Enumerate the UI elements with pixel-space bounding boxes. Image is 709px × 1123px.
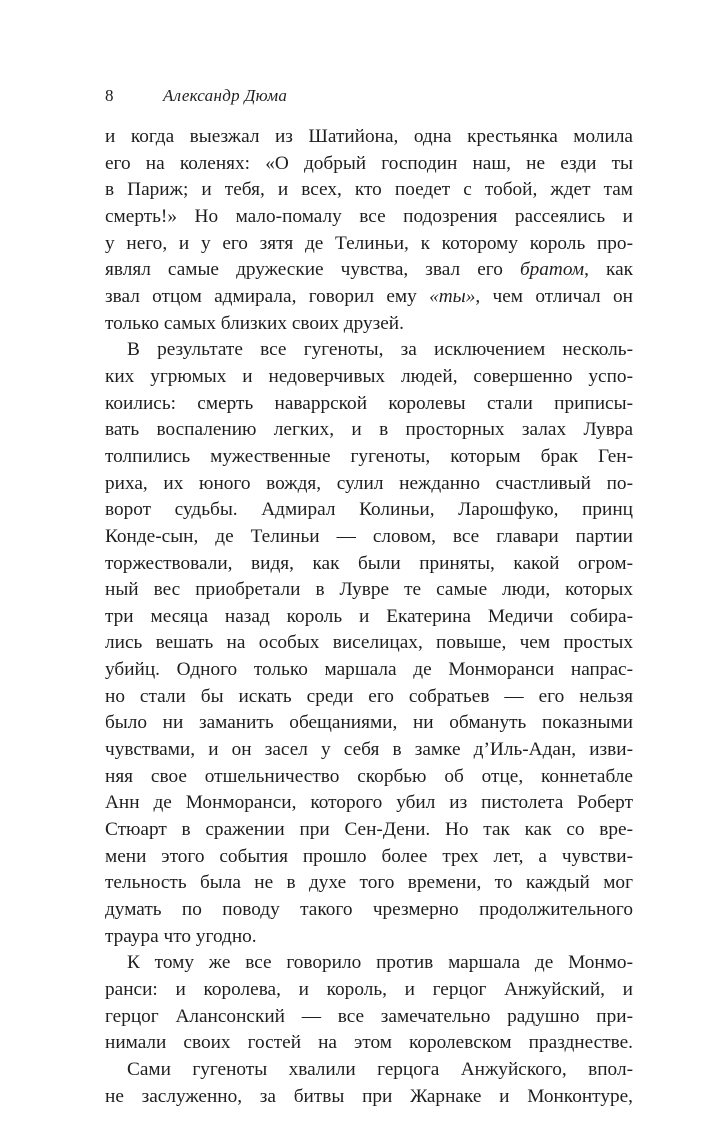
text-segment: смерть!» Но мало-помалу все подозрения рассеялись и xyxy=(105,205,633,227)
text-segment: ранси: и королева, и король, и герцог Анжуйский, и xyxy=(105,979,633,1000)
text-line xyxy=(105,684,633,711)
text-line xyxy=(105,604,633,631)
text-segment: было ни заманить обещаниями, ни обмануть показными xyxy=(105,712,633,734)
text-segment: но стали бы искать среди его собратьев — его нельзя xyxy=(105,685,633,707)
text-line xyxy=(105,1084,633,1111)
text-line xyxy=(105,124,633,151)
text-segment: коились: смерть наваррской королевы стали приписы- xyxy=(105,392,633,414)
text-line xyxy=(105,337,633,364)
text-line xyxy=(105,364,633,391)
text-line xyxy=(105,977,633,1004)
text-line xyxy=(105,444,633,471)
text-segment: няя свое отшельничество скорбью об отце, коннетабле xyxy=(105,765,633,787)
text-segment: его на коленях: «О добрый господин наш, не езди ты xyxy=(105,152,633,174)
text-segment: только самых близких своих друзей. xyxy=(105,312,404,334)
text-segment: Конде-сын, де Телиньи — словом, все главари партии xyxy=(105,525,633,547)
text-line xyxy=(105,551,633,578)
text-segment: , как xyxy=(584,259,633,281)
text-line xyxy=(105,151,633,178)
page-number: 8 xyxy=(105,86,114,105)
text-line xyxy=(105,497,633,524)
text-line xyxy=(105,737,633,764)
text-segment: Сами гугеноты хвалили герцога Анжуйского, впол- xyxy=(127,1058,633,1080)
text-segment: герцог Алансонский — все замечательно радушно при- xyxy=(105,1005,633,1027)
text-segment: убийц. Одного только маршала де Монморанси напрас- xyxy=(105,659,633,681)
text-segment: , чем отличал он xyxy=(475,285,633,307)
text-line xyxy=(105,630,633,657)
italic-text: «ты» xyxy=(429,285,476,307)
text-line xyxy=(105,870,633,897)
italic-text: братом xyxy=(519,259,585,281)
text-line xyxy=(105,284,633,311)
text-segment: нимали своих гостей на этом королевском празднестве. xyxy=(105,1032,633,1054)
text-line xyxy=(105,1004,633,1031)
text-segment: ворот судьбы. Адмирал Колиньи, Ларошфуко, принц xyxy=(105,499,633,521)
text-segment: не заслуженно, за битвы при Жарнаке и Монконтуре, xyxy=(105,1085,633,1107)
text-line xyxy=(105,924,633,951)
text-segment: являл самые дружеские чувства, звал его xyxy=(105,259,520,281)
text-line xyxy=(105,524,633,551)
text-segment: вать воспалению легких, и в просторных залах Лувра xyxy=(105,419,633,441)
text-line xyxy=(105,764,633,791)
text-line xyxy=(105,1057,633,1084)
text-line xyxy=(105,817,633,844)
text-line xyxy=(105,257,633,284)
text-segment: тельность была не в духе того времени, то каждый мог xyxy=(105,872,633,894)
text-line xyxy=(105,177,633,204)
text-segment: три месяца назад король и Екатерина Медичи собира- xyxy=(105,605,633,627)
text-line xyxy=(105,204,633,231)
text-line xyxy=(105,231,633,258)
body-text xyxy=(105,124,633,1110)
text-segment: лись вешать на особых виселицах, повыше, чем простых xyxy=(105,632,633,654)
text-line xyxy=(105,417,633,444)
text-line xyxy=(105,1030,633,1057)
text-line xyxy=(105,577,633,604)
running-header-author: Александр Дюма xyxy=(163,86,288,105)
text-segment: у него, и у его зятя де Телиньи, к которому король про- xyxy=(105,232,633,254)
text-segment: ный вес приобретали в Лувре те самые люди, которых xyxy=(105,579,633,601)
text-segment: К тому же все говорило против маршала де Монмо- xyxy=(127,952,633,974)
text-segment: думать по поводу такого чрезмерно продолжительного xyxy=(105,899,633,921)
text-segment: звал отцом адмирала, говорил ему xyxy=(105,285,430,307)
text-line xyxy=(105,311,633,338)
text-segment: и когда выезжал из Шатийона, одна крестьянка молила xyxy=(105,126,633,147)
text-segment: мени этого события прошло более трех лет, а чувстви- xyxy=(105,845,633,867)
text-segment: толпились мужественные гугеноты, которым брак Ген- xyxy=(105,445,633,467)
text-segment: В результате все гугеноты, за исключением несколь- xyxy=(127,339,633,361)
text-segment: ких угрюмых и недоверчивых людей, совершенно успо- xyxy=(105,365,633,387)
text-segment: в Париж; и тебя, и всех, кто поедет с тобой, ждет там xyxy=(105,179,633,201)
text-line xyxy=(105,657,633,684)
text-segment: риха, их юного вождя, сулил нежданно счастливый по- xyxy=(105,472,633,494)
text-line xyxy=(105,844,633,871)
text-segment: Анн де Монморанси, которого убил из пистолета Роберт xyxy=(105,792,633,814)
text-segment: Стюарт в сражении при Сен-Дени. Но так как со вре- xyxy=(105,819,633,841)
text-line xyxy=(105,710,633,737)
text-line xyxy=(105,391,633,418)
text-segment: траура что угодно. xyxy=(105,925,257,947)
text-segment: чувствами, и он засел у себя в замке д’Иль-Адан, изви- xyxy=(105,739,633,761)
text-line xyxy=(105,471,633,498)
text-segment: торжествовали, видя, как были приняты, какой огром- xyxy=(105,552,633,574)
text-line xyxy=(105,790,633,817)
text-line xyxy=(105,897,633,924)
text-line xyxy=(105,950,633,977)
